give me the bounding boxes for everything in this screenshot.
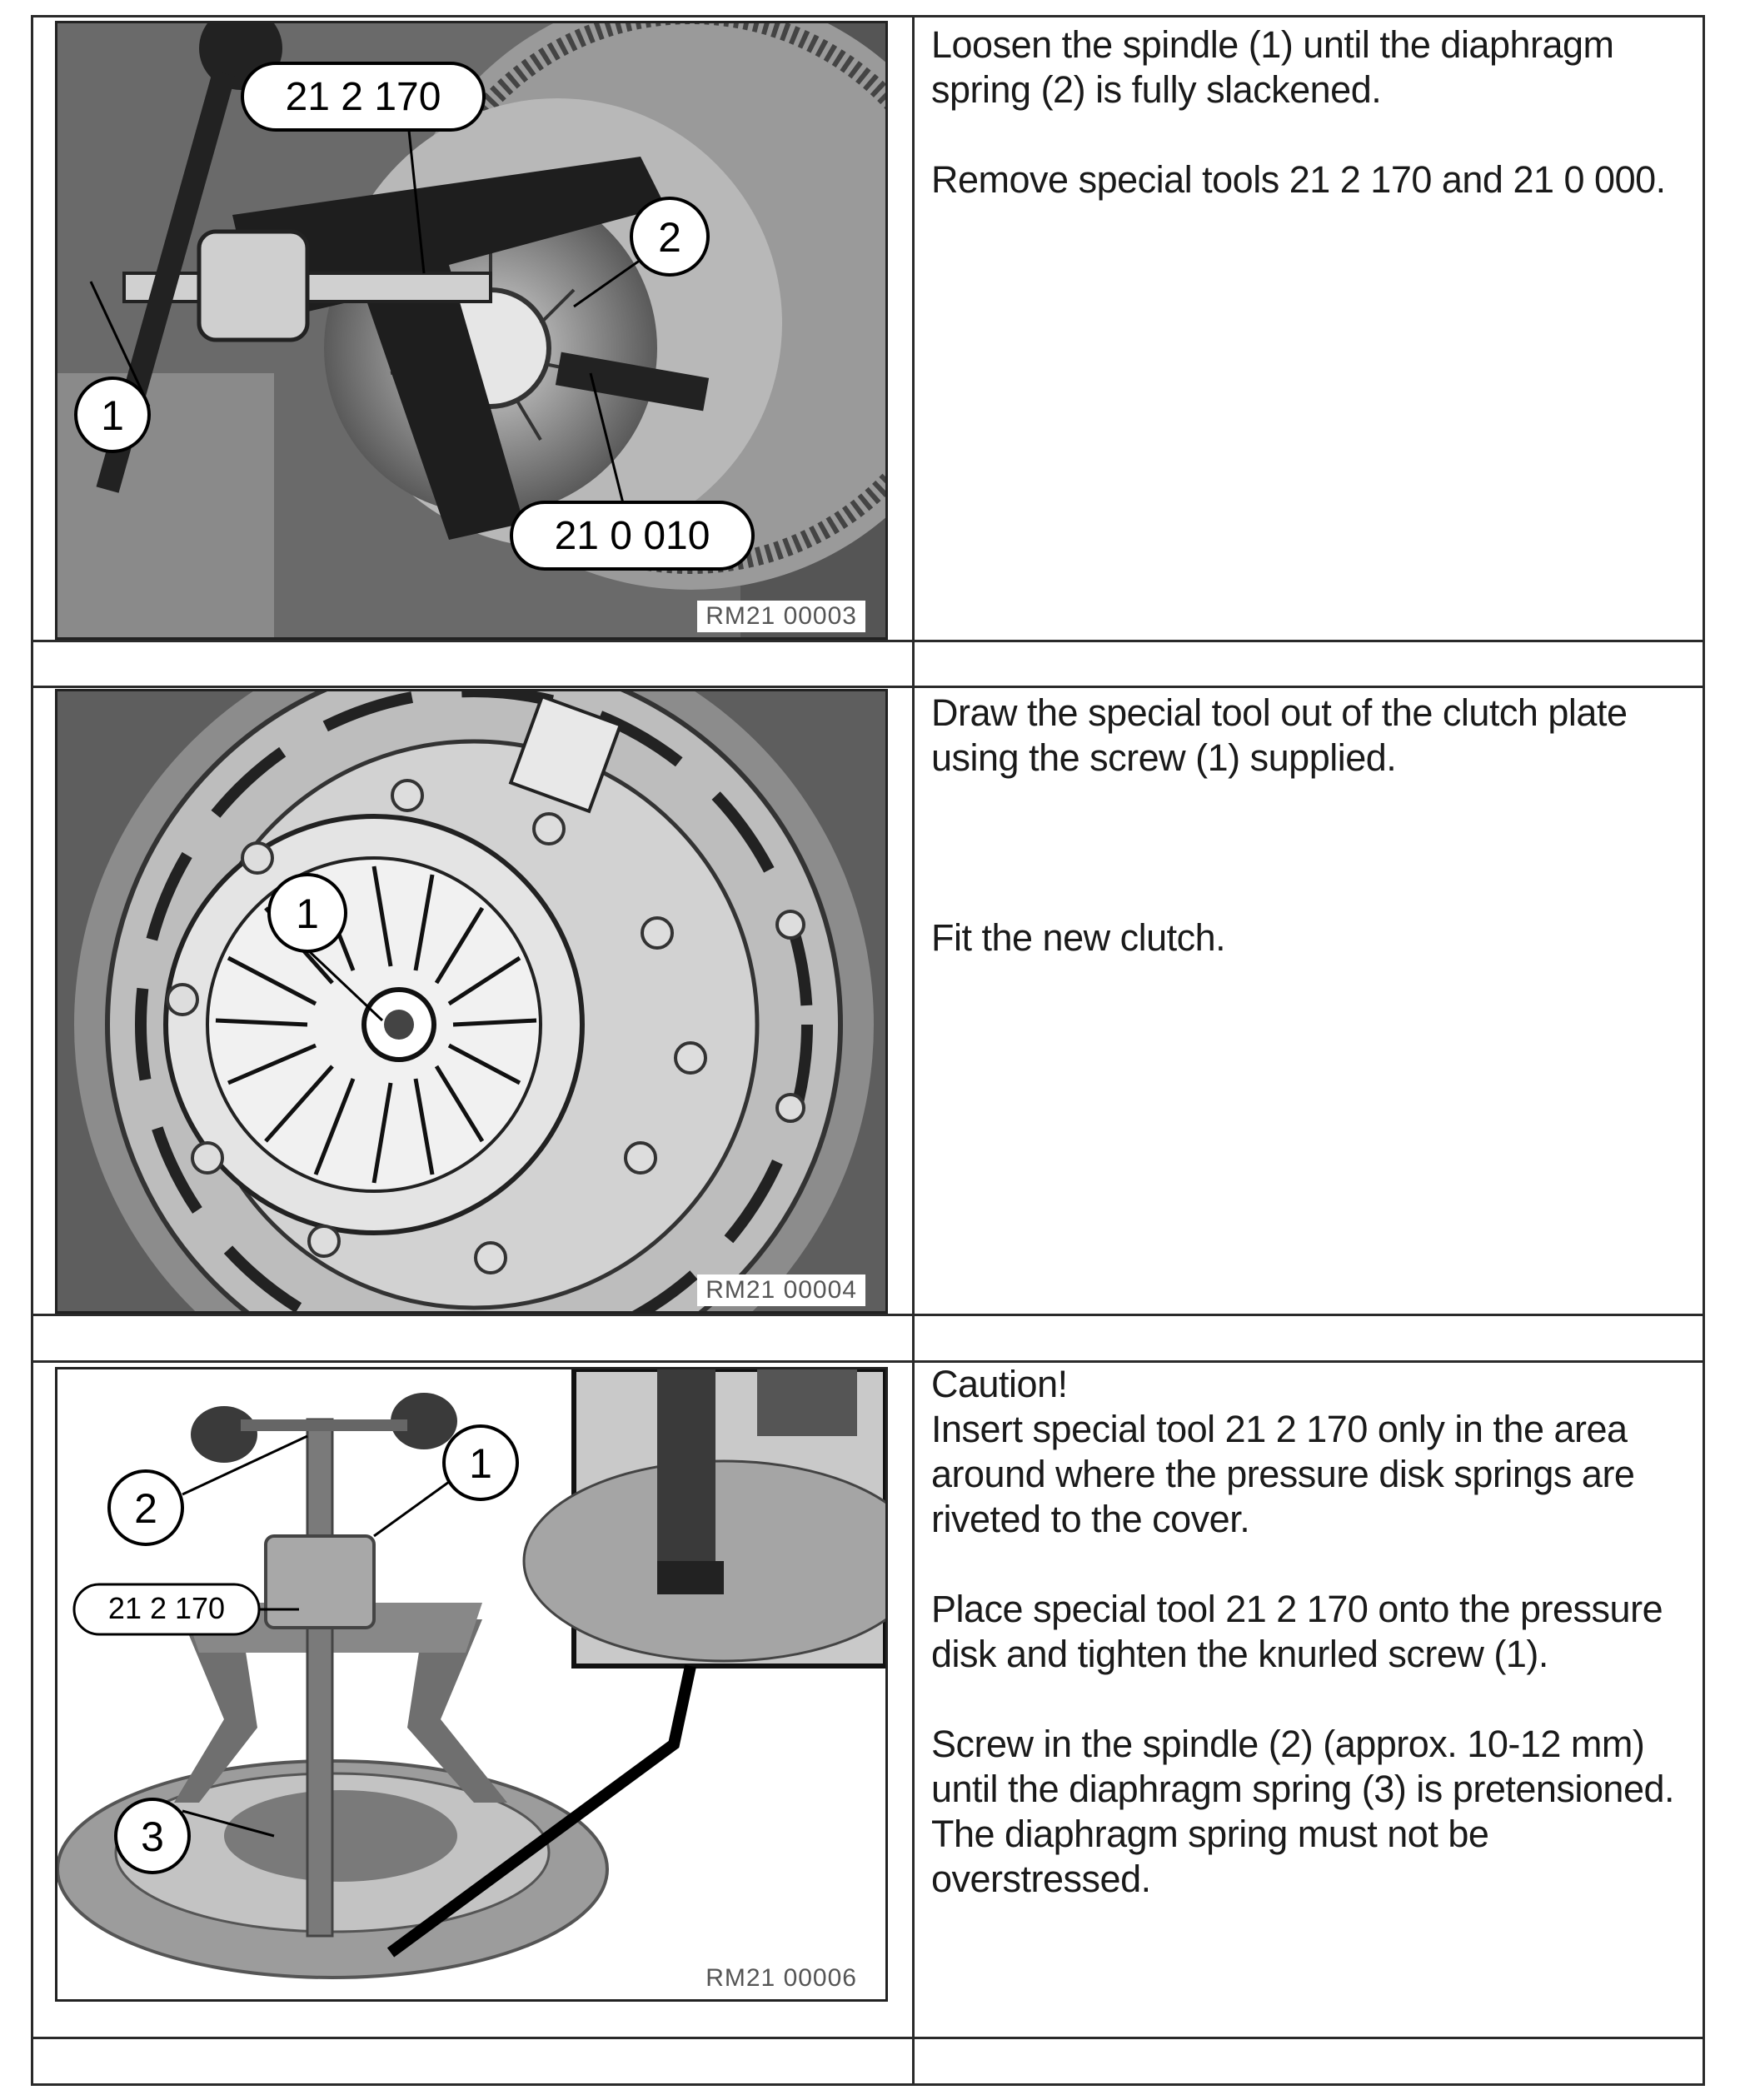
figure-clutch-spindle-drawing xyxy=(57,23,885,637)
figure-clutch-spindle xyxy=(55,21,888,640)
instruction-paragraph: Draw the special tool out of the clutch plate using the screw (1) supplied. xyxy=(931,691,1628,779)
row-divider xyxy=(33,2037,1703,2039)
callout-label: 21 2 170 xyxy=(285,75,441,119)
figure-code: RM21 00003 xyxy=(697,601,865,632)
instruction-paragraph: Loosen the spindle (1) until the diaphragm spring (2) is fully slackened. xyxy=(931,23,1614,111)
figure-code: RM21 00004 xyxy=(697,1274,865,1306)
callout-label: 3 xyxy=(141,1813,164,1860)
callout-label: 1 xyxy=(101,392,124,439)
instruction-table xyxy=(31,15,1705,2086)
row-divider xyxy=(33,1314,1703,1316)
callout-label: 21 2 170 xyxy=(107,1591,226,1625)
callout-label: 1 xyxy=(469,1440,492,1487)
figure-special-tool xyxy=(55,1367,888,2002)
figure-clutch-plate-drawing xyxy=(57,691,885,1311)
callout-label: 21 0 010 xyxy=(554,514,710,558)
instruction-paragraph: Remove special tools 21 2 170 and 21 0 000. xyxy=(931,158,1666,201)
callout-label: 2 xyxy=(658,214,681,261)
instruction-paragraph: Fit the new clutch. xyxy=(931,916,1226,959)
figure-code: RM21 00006 xyxy=(697,1963,865,1994)
instructions-step-2 xyxy=(931,691,1698,960)
column-divider xyxy=(912,17,915,2083)
instruction-paragraph: Screw in the spindle (2) (approx. 10-12 mm) until the diaphragm spring (3) is pretensioned. xyxy=(931,1723,1675,1810)
row-divider xyxy=(33,640,1703,642)
instructions-step-1 xyxy=(931,22,1698,202)
callout-label: 1 xyxy=(296,890,319,937)
callout-label: 2 xyxy=(134,1485,157,1532)
figure-clutch-plate xyxy=(55,689,888,1314)
figure-special-tool-drawing xyxy=(57,1369,885,1999)
row-divider xyxy=(33,686,1703,688)
instruction-paragraph: Insert special tool 21 2 170 only in the area around where the pressure disk springs are riveted to the cover. xyxy=(931,1408,1635,1540)
instructions-step-3 xyxy=(931,1362,1698,1902)
instruction-paragraph: Caution! xyxy=(931,1363,1068,1405)
instruction-paragraph: The diaphragm spring must not be overstressed. xyxy=(931,1813,1489,1900)
instruction-paragraph: Place special tool 21 2 170 onto the pressure disk and tighten the knurled screw (1). xyxy=(931,1588,1663,1675)
